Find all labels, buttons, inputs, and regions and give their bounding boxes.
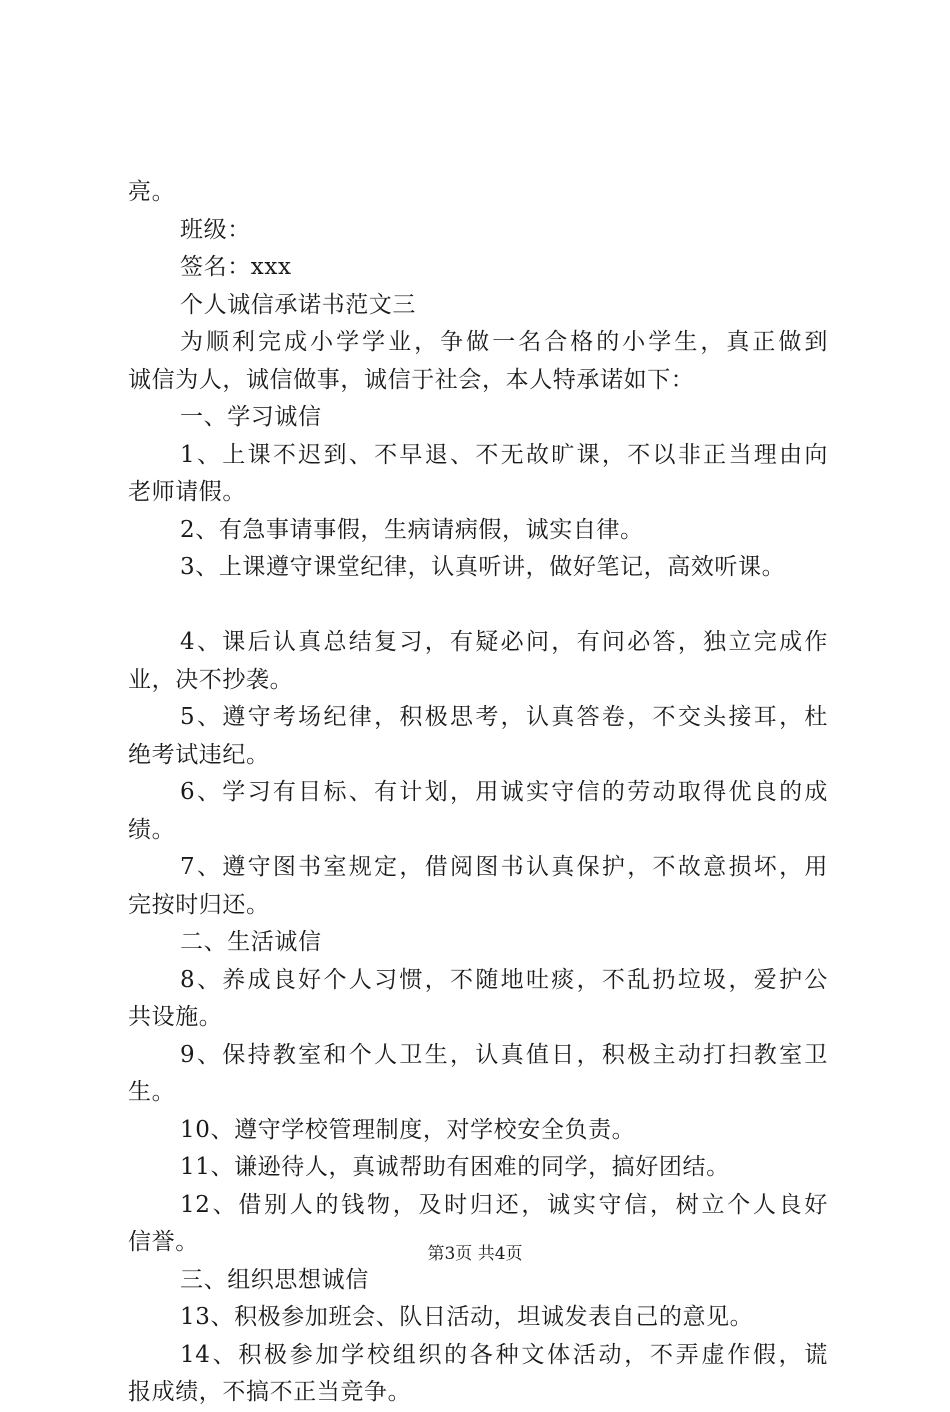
list-item-line: 11、谦逊待人，真诚帮助有困难的同学，搞好团结。 [180,1154,730,1180]
list-item-line: 绩。 [128,816,176,843]
heading-study-integrity: 一、学习诚信 [180,404,322,430]
heading-life-integrity: 二、生活诚信 [180,929,322,955]
signature-field: 签名：xxx [180,254,292,280]
list-item-line: 1、上课不迟到、不早退、不无故旷课，不以非正当理由向 [180,441,828,468]
list-item-line: 9、保持教室和个人卫生，认真值日，积极主动打扫教室卫 [180,1041,828,1068]
list-item-line: 完按时归还。 [128,891,270,918]
list-item-line: 5、遵守考场纪律，积极思考，认真答卷，不交头接耳，杜 [180,704,828,730]
list-item-line: 生。 [128,1079,176,1105]
list-item-line: 12、借别人的钱物，及时归还，诚实守信，树立个人良好 [180,1191,828,1218]
list-item-line: 3、上课遵守课堂纪律，认真听讲，做好笔记，高效听课。 [180,554,786,580]
class-field-label: 班级： [180,216,251,243]
list-item-line: 6、学习有目标、有计划，用诚实守信的劳动取得优良的成 [180,779,828,805]
section-title: 个人诚信承诺书范文三 [180,291,416,318]
list-item-line: 报成绩，不搞不正当竞争。 [128,1379,412,1405]
list-item-line: 业，决不抄袭。 [128,666,294,693]
list-item-line: 8、养成良好个人习惯，不随地吐痰，不乱扔垃圾，爱护公 [180,966,828,993]
list-item-line: 14、积极参加学校组织的各种文体活动，不弄虚作假，谎 [180,1341,828,1368]
paragraph-line: 为顺利完成小学学业，争做一名合格的小学生，真正做到 [180,329,828,355]
list-item-line: 2、有急事请事假，生病请病假，诚实自律。 [180,516,644,543]
blank-line [128,587,828,625]
list-item-line: 4、课后认真总结复习，有疑必问，有问必答，独立完成作 [180,629,828,655]
list-item-line: 13、积极参加班会、队日活动，坦诚发表自己的意见。 [180,1304,754,1330]
list-item-line: 信誉。 [128,1229,199,1255]
list-item-line: 10、遵守学校管理制度，对学校安全负责。 [180,1116,636,1143]
page-number-footer: 第3页 共4页 [427,1244,523,1264]
list-item-line: 7、遵守图书室规定，借阅图书认真保护，不故意损坏，用 [180,854,828,880]
list-item-line: 老师请假。 [128,479,246,505]
text-line: 亮。 [128,179,176,205]
paragraph-line: 诚信为人，诚信做事，诚信于社会，本人特承诺如下： [128,366,695,393]
list-item-line: 绝考试违纪。 [128,741,270,768]
heading-organization-integrity: 三、组织思想诚信 [180,1266,369,1293]
list-item-line: 共设施。 [128,1004,223,1030]
document-body [128,174,828,1412]
